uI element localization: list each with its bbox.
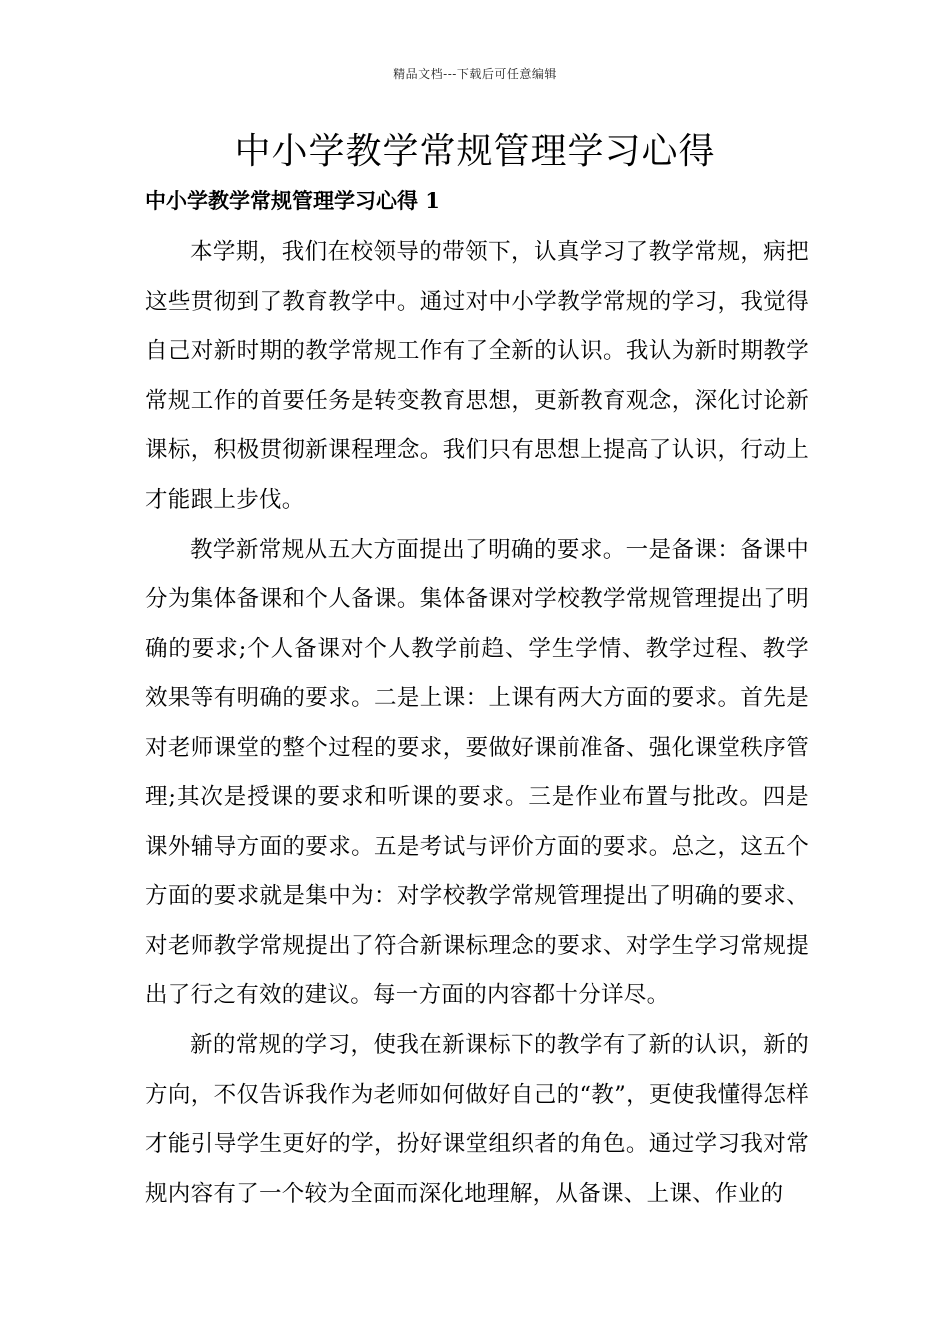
- section-title: 中小学教学常规管理学习心得 1: [145, 188, 440, 213]
- paragraph-2: 教学新常规从五大方面提出了明确的要求。一是备课：备课中分为集体备课和个人备课。集体备课对学校教学常规管理提出了明确的要求;个人备课对个人教学前趋、学生学情、教学过程、教学效果等有明确的要求。二是上课：上课有两大方面的要求。首先是对老师课堂的整个过程的要求，要做好课前准备、强化课堂秩序管理;其次是授课的要求和听课的要求。三是作业布置与批改。四是课外辅导方面的要求。五是考试与评价方面的要求。总之，这五个方面的要求就是集中为：对学校教学常规管理提出了明确的要求、对老师教学常规提出了符合新课标理念的要求、对学生学习常规提出了行之有效的建议。每一方面的内容都十分详尽。: [145, 536, 809, 1008]
- paragraph-1: 本学期，我们在校领导的带领下，认真学习了教学常规，病把这些贯彻到了教育教学中。通过对中小学教学常规的学习，我觉得自己对新时期的教学常规工作有了全新的认识。我认为新时期教学常规工作的首要任务是转变教育思想，更新教育观念，深化讨论新课标，积极贯彻新课程理念。我们只有思想上提高了认识，行动上才能跟上步伐。: [145, 239, 809, 513]
- paragraph-3: 新的常规的学习，使我在新课标下的教学有了新的认识，新的方向，不仅告诉我作为老师如何做好自己的“教”，更使我懂得怎样才能引导学生更好的学，扮好课堂组织者的角色。通过学习我对常规内容有了一个较为全面而深化地理解，从备课、上课、作业的: [145, 1032, 809, 1207]
- document-body: [145, 228, 809, 1220]
- document-title: 中小学教学常规管理学习心得: [234, 131, 716, 172]
- header-note: 精品文档---下载后可任意编辑: [393, 67, 557, 81]
